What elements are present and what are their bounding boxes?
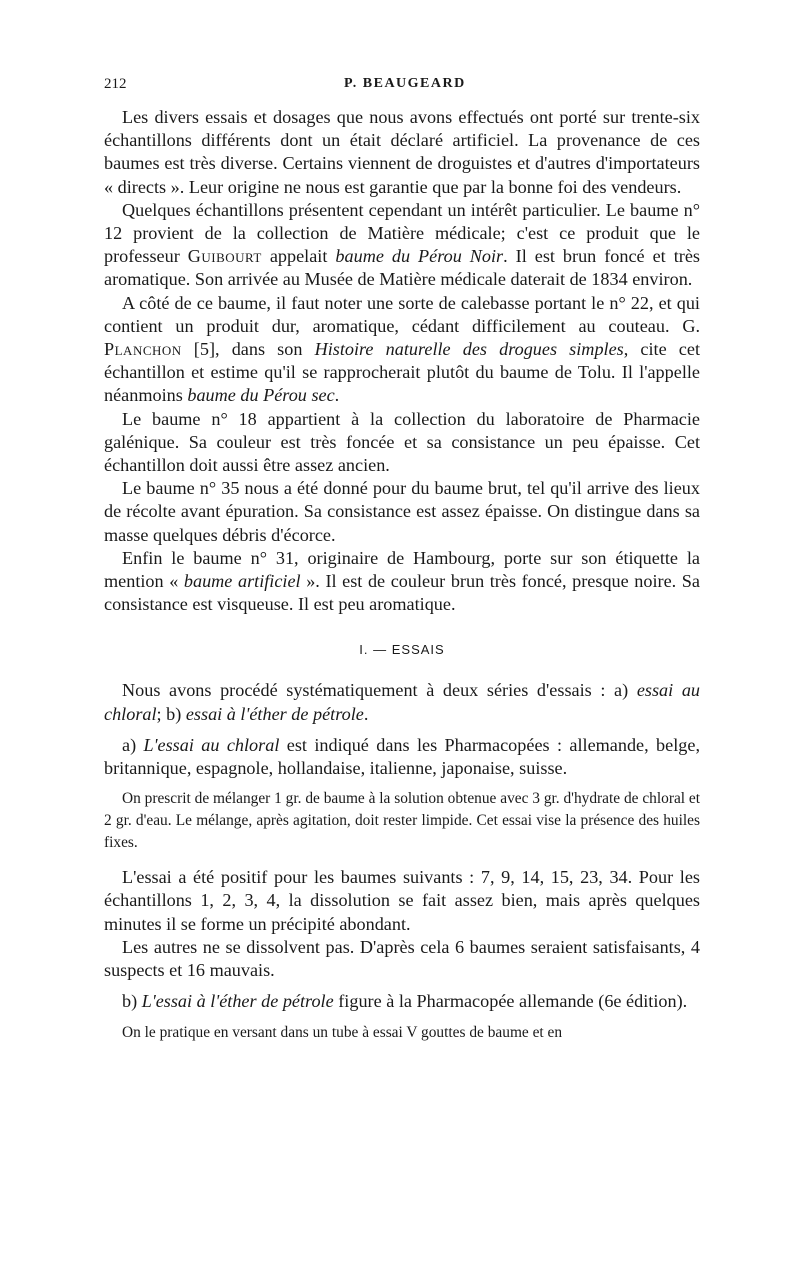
paragraph-chloral-summary: Les autres ne se dissolvent pas. D'après cela 6 baumes seraient satisfaisants, 4 suspects et 16 mauvais. — [104, 936, 700, 981]
running-head: P. BEAUGEARD — [344, 76, 466, 91]
paragraph-essai-ether: b) L'essai à l'éther de pétrole figure à la Pharmacopée allemande (6e édition). — [122, 991, 688, 1012]
paragraph-sample-12: Quelques échantillons présentent cependant un intérêt particulier. Le baume n° 12 provient de la collection de Matière médicale; c'est ce produit que le professeur Guibourt appelait baume du Pérou Noir. Il est brun foncé et très aromatique. Son arrivée au Musée de Matière médicale daterait de 1834 environ. — [104, 199, 700, 290]
paragraph-essais-overview: Nous avons procédé systématiquement à deux séries d'essais : a) essai au chloral; b) essai à l'éther de pétrole. — [104, 680, 701, 724]
paragraph-sample-22: A côté de ce baume, il faut noter une sorte de calebasse portant le n° 22, et qui contient un produit dur, aromatique, cédant difficilement au couteau. G. Planchon [5], dans son Histoire naturelle des drogues simples, cite cet échantillon et estime qu'il se rapprocherait plutôt du baume de Tolu. Il l'appelle néanmoins baume du Pérou sec. — [104, 292, 701, 406]
page-number: 212 — [104, 76, 127, 92]
page-header — [104, 76, 700, 96]
body-text — [104, 106, 700, 1044]
paragraph-sample-18: Le baume n° 18 appartient à la collection du laboratoire de Pharmacie galénique. Sa couleur est très foncée et sa consistance un peu épaisse. Cet échantillon doit aussi être assez ancien. — [104, 408, 700, 476]
paragraph-chloral-results: L'essai a été positif pour les baumes suivants : 7, 9, 14, 15, 23, 34. Pour les échantillons 1, 2, 3, 4, la dissolution se fait assez bien, mais après quelques minutes il se forme un précipité abondant. — [104, 867, 700, 934]
paragraph-samples-intro: Les divers essais et dosages que nous avons effectués ont porté sur trente-six échantillons différents dont un était déclaré artificiel. La provenance de ces baumes est très diverse. Certains viennent de droguistes et d'autres d'importateurs « directs ». Leur origine ne nous est garantie que par la bonne foi des vendeurs. — [104, 107, 700, 197]
paragraph-sample-35: Le baume n° 35 nous a été donné pour du baume brut, tel qu'il arrive des lieux de récolte avant épuration. Sa consistance est assez épaisse. On distingue dans sa masse quelques débris d'écorce. — [104, 478, 700, 545]
paragraph-ether-procedure: On le pratique en versant dans un tube à essai V gouttes de baume et en — [122, 1023, 563, 1041]
paragraph-essai-chloral: a) L'essai au chloral est indiqué dans les Pharmacopées : allemande, belge, britannique, espagnole, hollandaise, italienne, japonaise, suisse. — [104, 734, 700, 779]
citation-reference: [5] — [181, 339, 216, 360]
paragraph-chloral-procedure: On prescrit de mélanger 1 gr. de baume à la solution obtenue avec 3 gr. d'hydrate de chloral et 2 gr. d'eau. Le mélange, après agitation, doit rester limpide. Cet essai vise la présence des huiles fixes. — [104, 790, 701, 852]
section-heading: I. — ESSAIS — [359, 642, 445, 658]
author-name-planchon: Planchon — [104, 339, 182, 360]
paragraph-sample-31: Enfin le baume n° 31, originaire de Hambourg, porte sur son étiquette la mention « baume artificiel ». Il est de couleur brun très foncé, presque noire. Sa consistance est visqueuse. Il est peu aromatique. — [104, 547, 700, 615]
author-name-guibourt: Guibourt — [187, 246, 262, 267]
